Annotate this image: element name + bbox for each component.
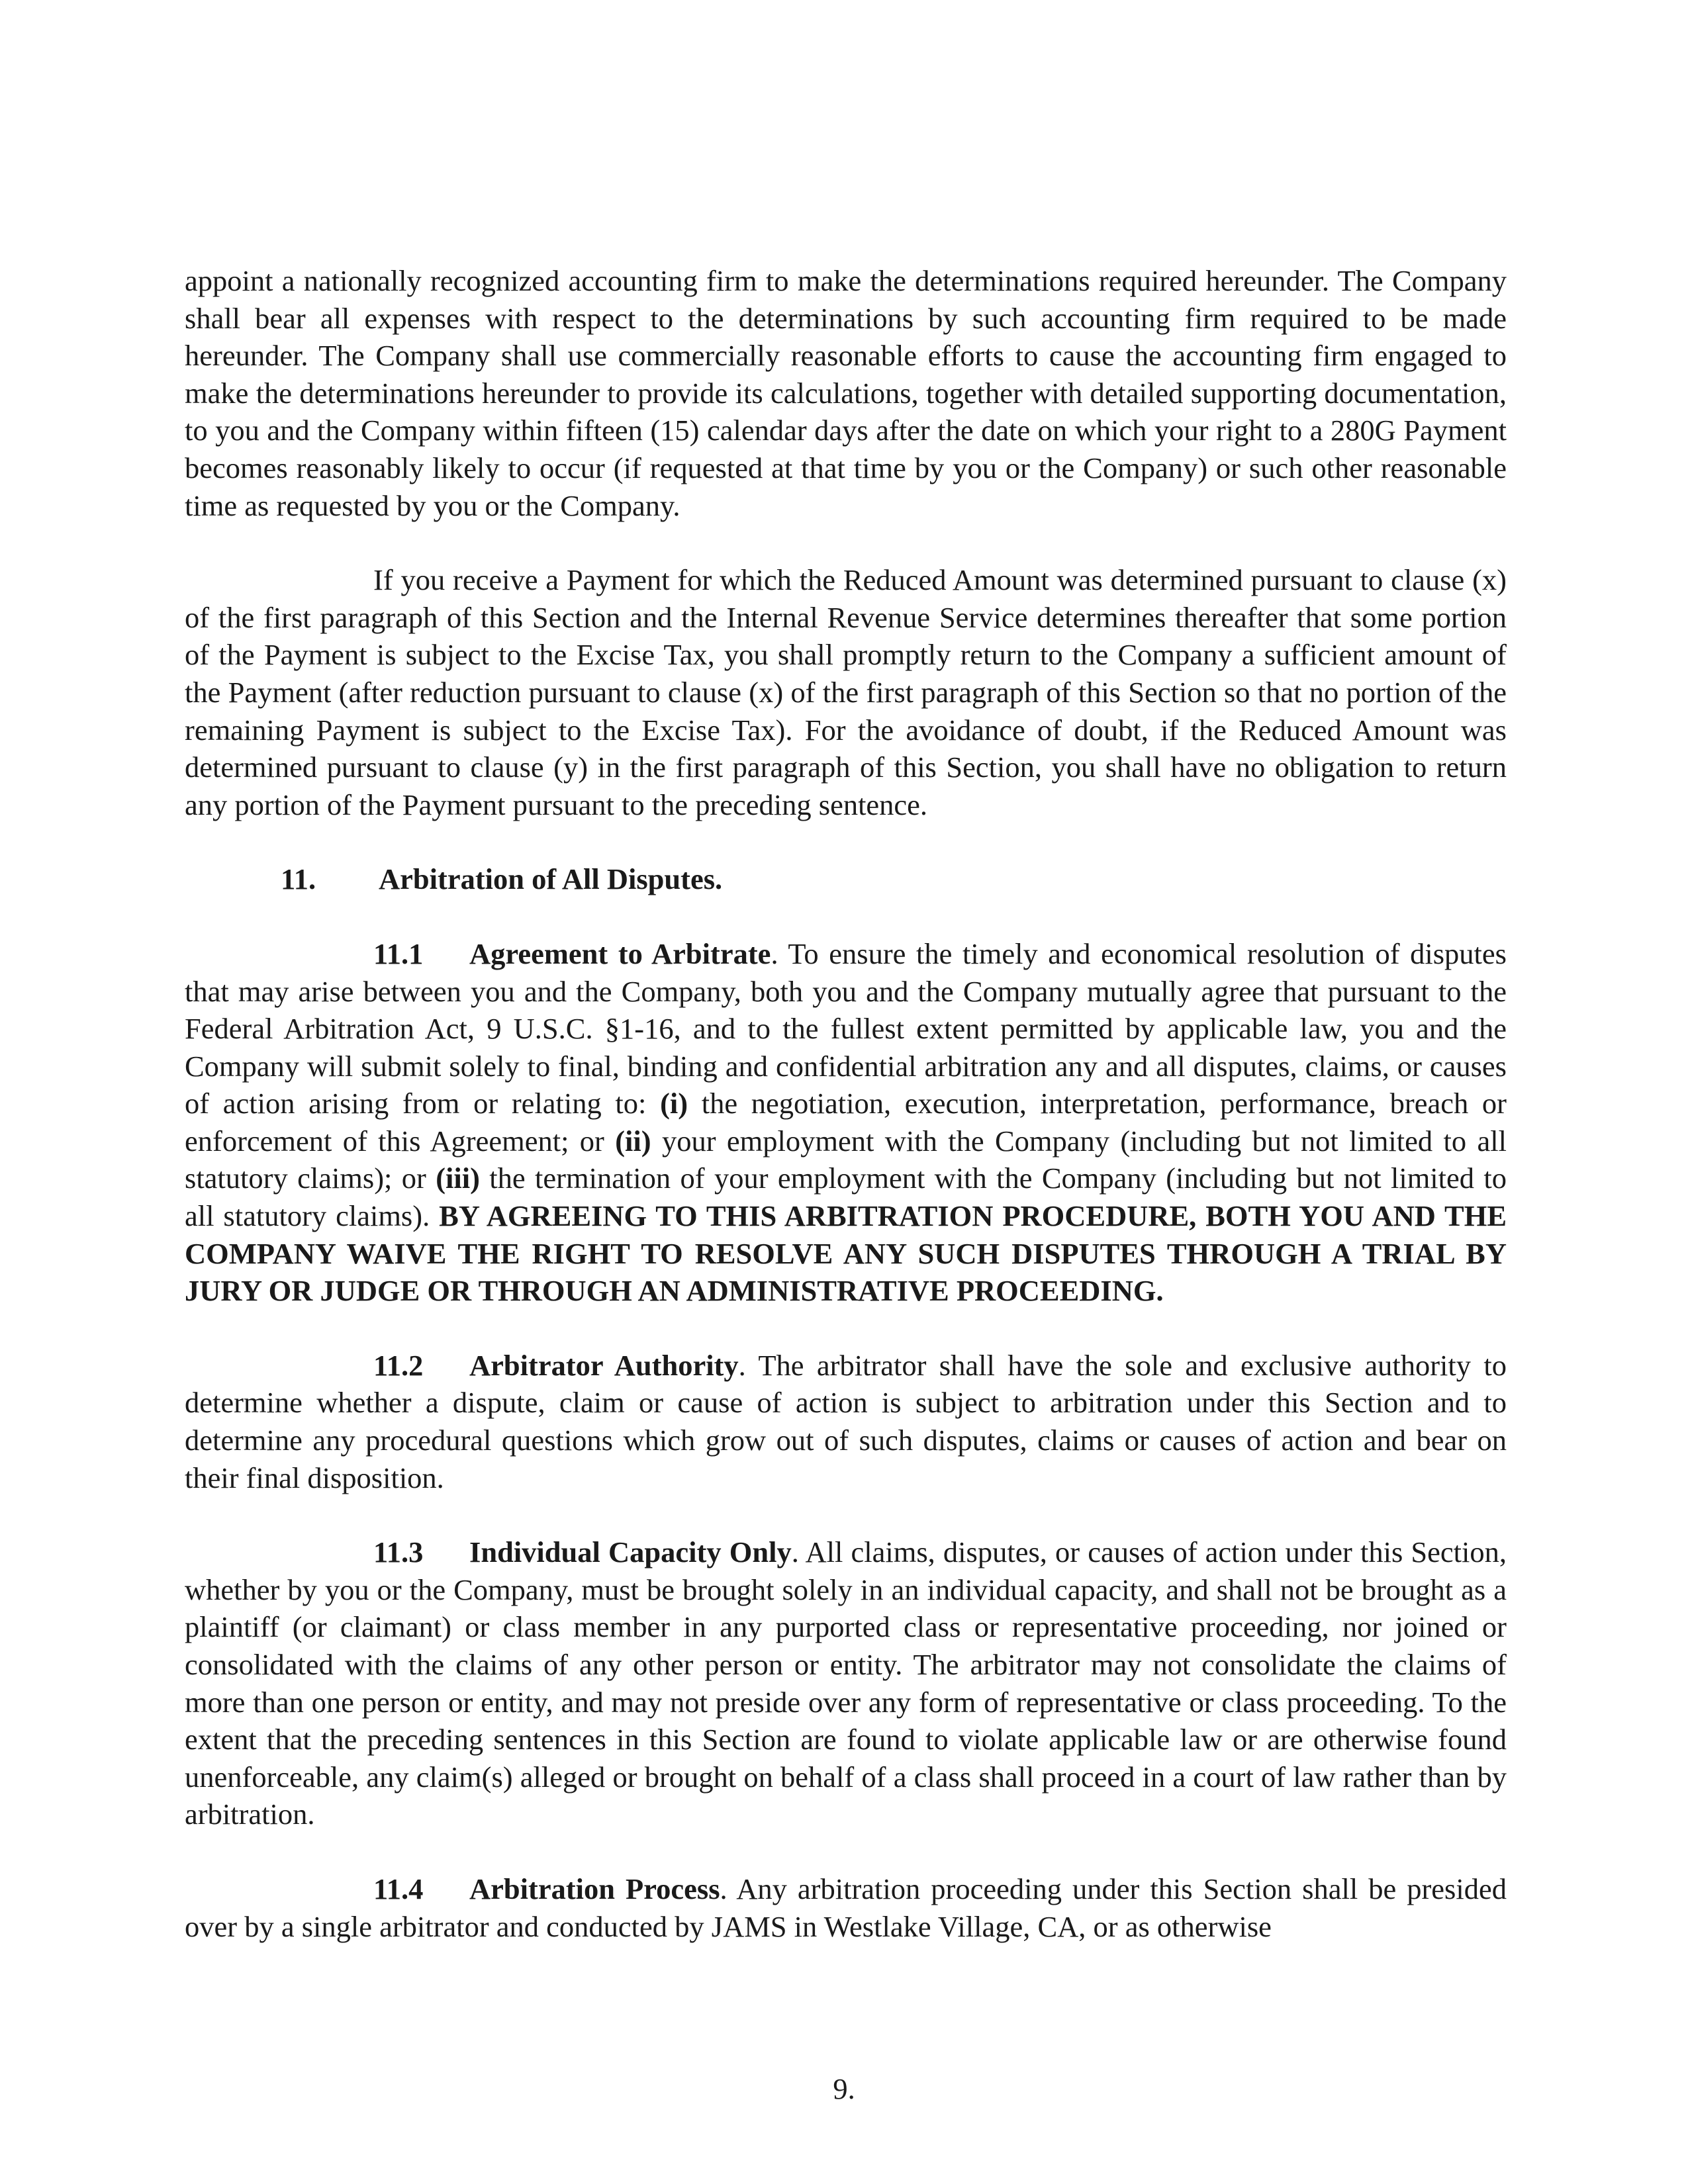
clause-iii-marker: (iii) bbox=[436, 1161, 480, 1195]
section-11-4-title: Arbitration Process bbox=[469, 1872, 720, 1905]
section-11-4-text: . Any arbitration proceeding under this Section shall be presided over by a single arbitrator and conducted by JAMS in Westlake Village, CA, or as otherwise bbox=[185, 1872, 1507, 1943]
section-11-1 bbox=[185, 935, 1507, 1310]
page-number: 9. bbox=[833, 2072, 855, 2105]
section-11-1-text-c: your employment with the Company (including but not limited to all statutory claims); or bbox=[185, 1124, 1507, 1195]
page-body bbox=[185, 262, 1507, 1982]
paragraph-accounting-firm: appoint a nationally recognized accounting firm to make the determinations required hereunder. The Company shall bear all expenses with respect to the determinations by such accounting firm required to be made hereunder. The Company shall use commercially reasonable efforts to cause the accounting firm engaged to make the determinations hereunder to provide its calculations, together with detailed supporting documentation, to you and the Company within fifteen (15) calendar days after the date on which your right to a 280G Payment becomes reasonably likely to occur (if requested at that time by you or the Company) or such other reasonable time as requested by you or the Company. bbox=[185, 264, 1507, 522]
section-11-2 bbox=[185, 1347, 1507, 1496]
jury-waiver-notice: BY AGREEING TO THIS ARBITRATION PROCEDURE, BOTH YOU AND THE COMPANY WAIVE THE RIGHT TO RESOLVE ANY SUCH DISPUTES THROUGH A TRIAL BY JURY OR JUDGE OR THROUGH AN ADMINISTRATIVE PROCEEDING. bbox=[185, 1199, 1507, 1308]
section-11-title: Arbitration of All Disputes. bbox=[379, 862, 723, 896]
section-11-3-title: Individual Capacity Only bbox=[469, 1535, 792, 1569]
section-11-4-number: 11.4 bbox=[373, 1872, 424, 1905]
section-11-2-number: 11.2 bbox=[373, 1348, 424, 1382]
section-11-heading bbox=[185, 860, 1507, 898]
clause-i-marker: (i) bbox=[660, 1087, 688, 1120]
section-11-2-text: . The arbitrator shall have the sole and exclusive authority to determine whether a dispute, claim or cause of action is subject to arbitration under this Section and to determine any procedural questions which grow out of such disputes, claims or causes of action and bear on their final disposition. bbox=[185, 1348, 1507, 1494]
section-11-1-title: Agreement to Arbitrate bbox=[469, 936, 771, 970]
clause-ii-marker: (ii) bbox=[615, 1124, 651, 1158]
section-11-1-number: 11.1 bbox=[373, 936, 424, 970]
section-11-3-number: 11.3 bbox=[373, 1535, 424, 1569]
section-11-number: 11. bbox=[281, 862, 316, 896]
section-11-3 bbox=[185, 1533, 1507, 1833]
section-11-4 bbox=[185, 1870, 1507, 1945]
section-11-1-text-d: the termination of your employment with the Company (including but not limited to all statutory claims). bbox=[185, 1161, 1507, 1233]
section-11-2-title: Arbitrator Authority bbox=[469, 1348, 739, 1382]
section-11-3-text: . All claims, disputes, or causes of action under this Section, whether by you or the Company, must be brought solely in an individual capacity, and shall not be brought as a plaintiff (or claimant) or class member in any purported class or representative proceeding, nor joined or consolidated with the claims of any other person or entity. The arbitrator may not consolidate the claims of more than one person or entity, and may not preside over any form of representative or class proceeding. To the extent that the preceding sentences in this Section are found to violate applicable law or are otherwise found unenforceable, any claim(s) alleged or brought on behalf of a class shall proceed in a court of law rather than by arbitration. bbox=[185, 1535, 1507, 1831]
paragraph-reduced-amount: If you receive a Payment for which the Reduced Amount was determined pursuant to clause (x) of the first paragraph of this Section and the Internal Revenue Service determines thereafter that some portion of the Payment is subject to the Excise Tax, you shall promptly return to the Company a sufficient amount of the Payment (after reduction pursuant to clause (x) of the first paragraph of this Section so that no portion of the remaining Payment is subject to the Excise Tax). For the avoidance of doubt, if the Reduced Amount was determined pursuant to clause (y) in the first paragraph of this Section, you shall have no obligation to return any portion of the Payment pursuant to the preceding sentence. bbox=[185, 563, 1507, 821]
section-11-1-text-b: the negotiation, execution, interpretation, performance, breach or enforcement of this Agreement; or bbox=[185, 1087, 1507, 1158]
section-11-1-text-a: . To ensure the timely and economical resolution of disputes that may arise between you and the Company, both you and the Company mutually agree that pursuant to the Federal Arbitration Act, 9 U.S.C. §1-16, and to the fullest extent permitted by applicable law, you and the Company will submit solely to final, binding and confidential arbitration any and all disputes, claims, or causes of action arising from or relating to: bbox=[185, 936, 1507, 1120]
